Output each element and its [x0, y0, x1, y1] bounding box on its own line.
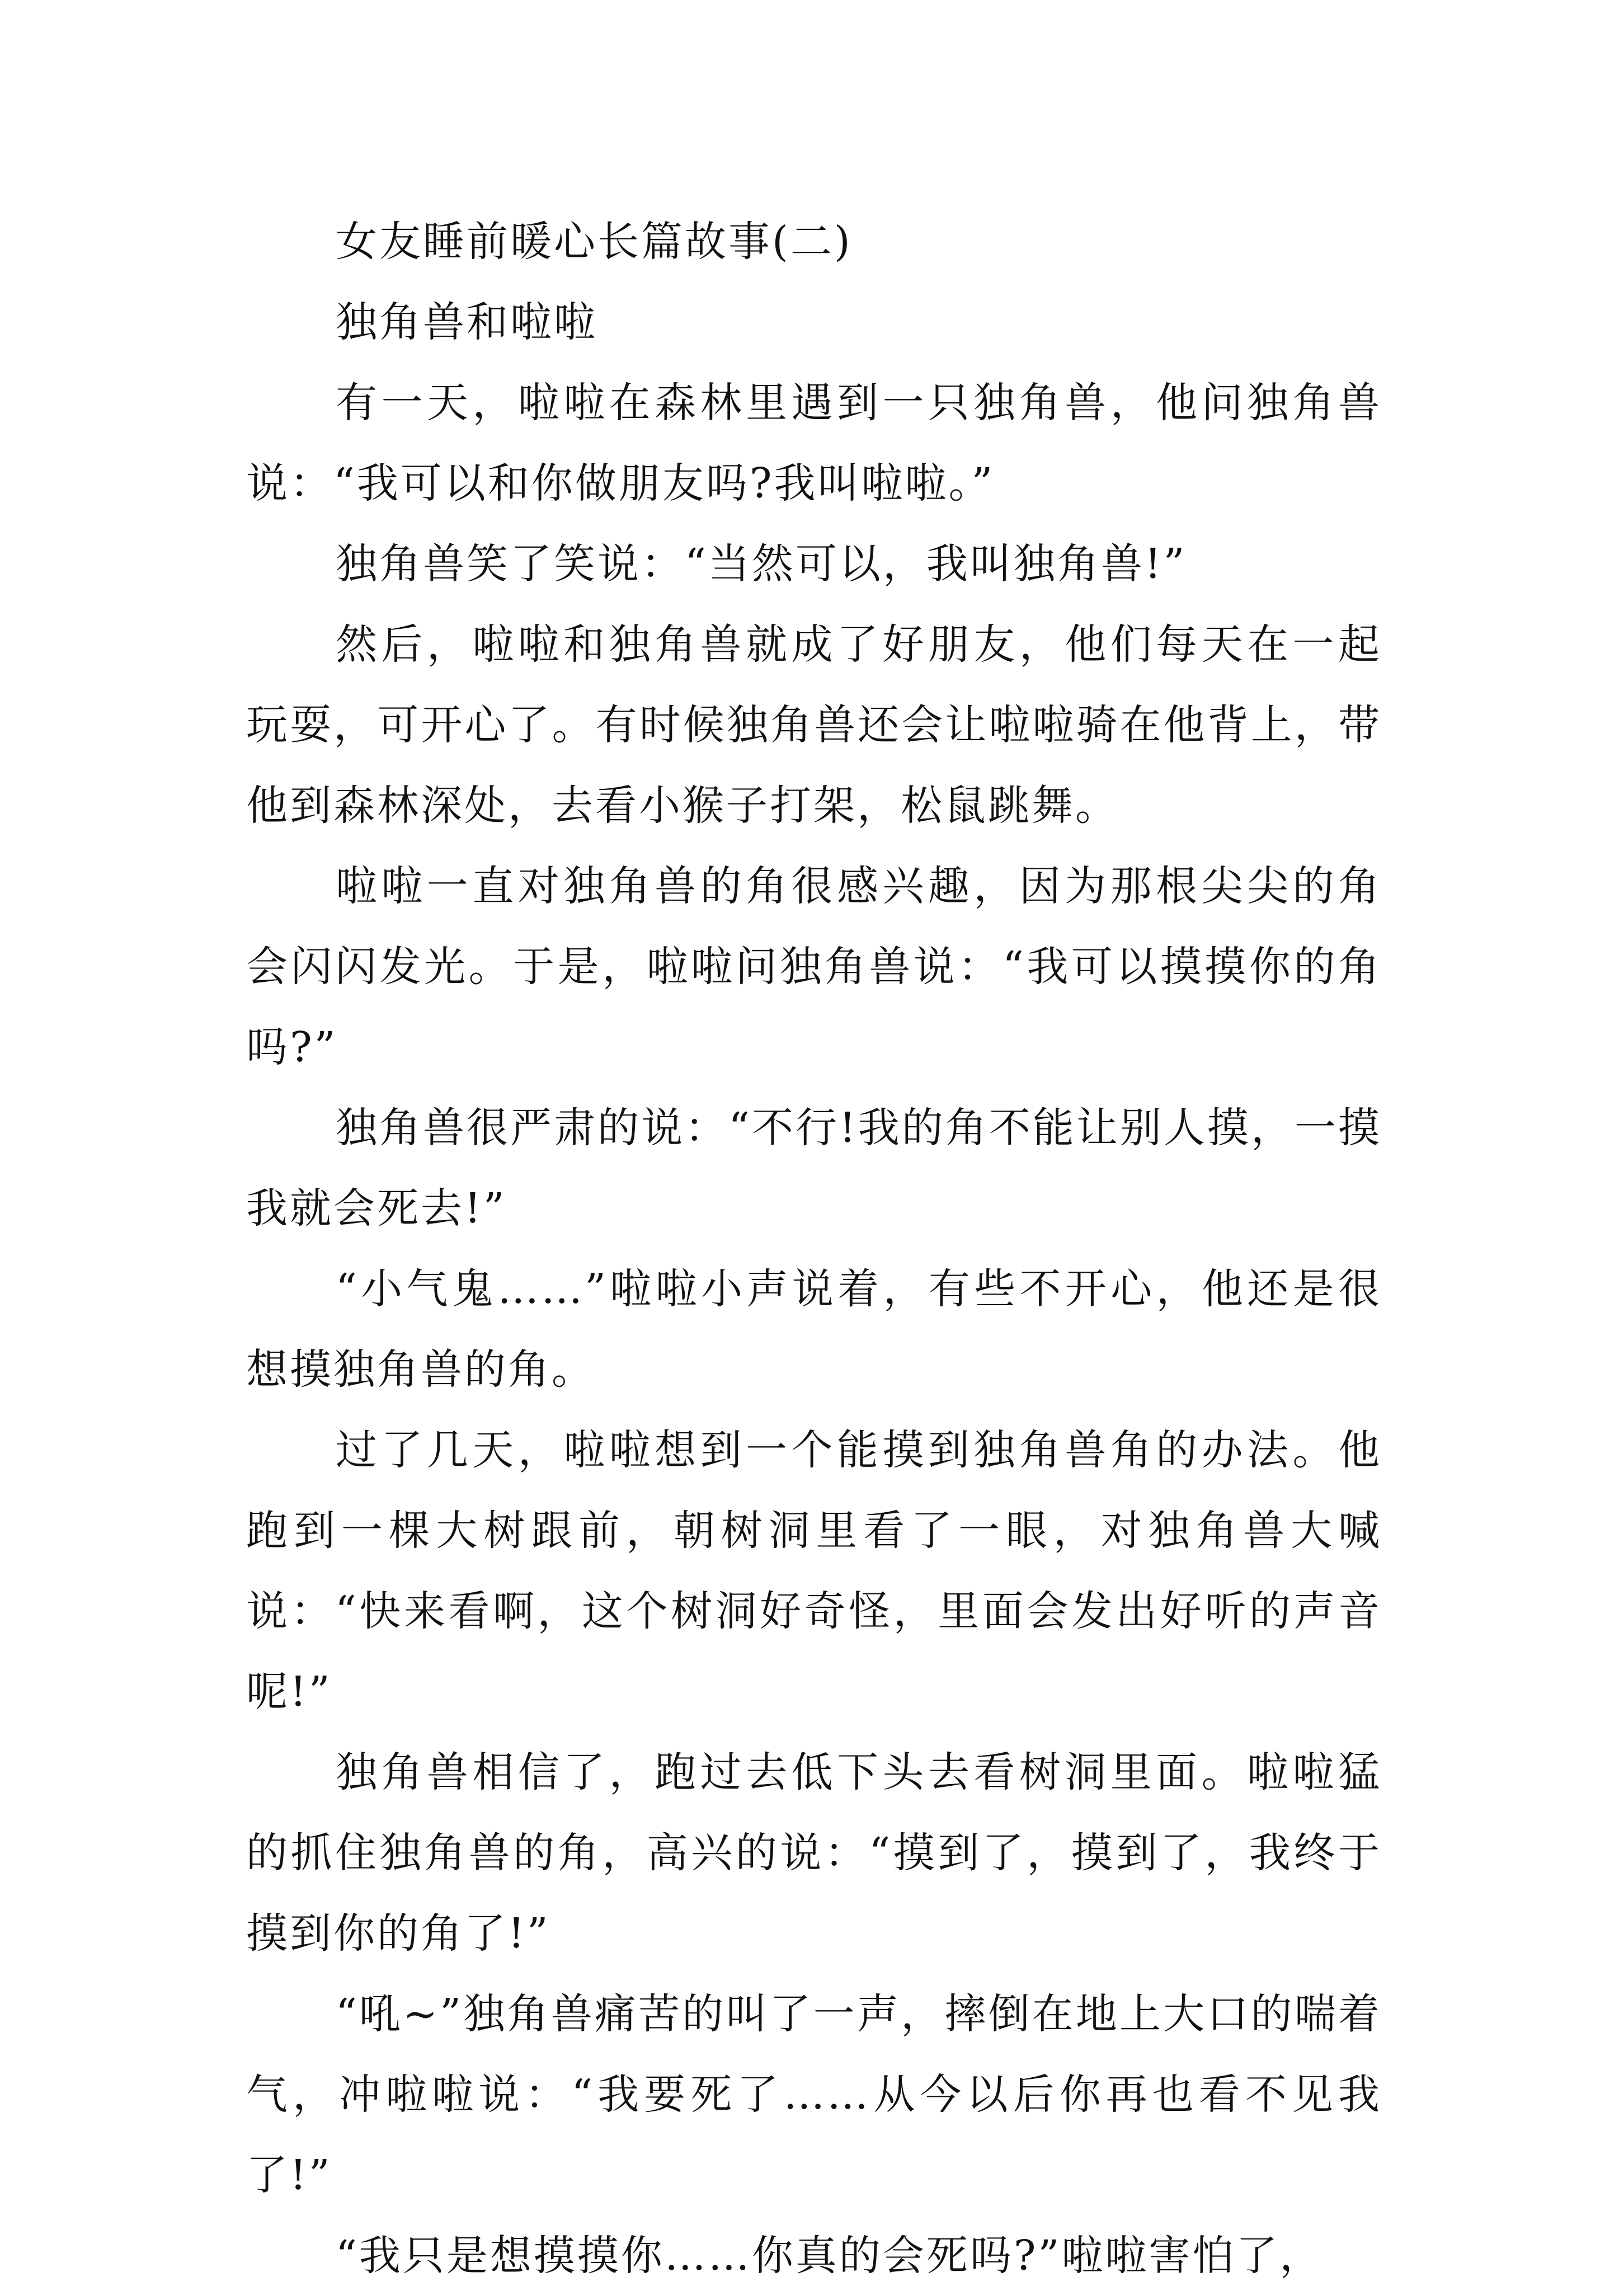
- document-title: 女友睡前暖心长篇故事(二): [336, 218, 853, 266]
- paragraph: “我只是想摸摸你……你真的会死吗?”啦啦害怕了，: [336, 2232, 1324, 2280]
- paragraph: 独角兽很严肃的说：“不行!我的角不能让别人摸，一摸我就会死去!”: [246, 1104, 1382, 1232]
- paragraph: “吼~”独角兽痛苦的叫了一声，摔倒在地上大口的喘着气，冲啦啦说：“我要死了……从今以后你再也看不见我了!”: [246, 1990, 1382, 2199]
- paragraph: “小气鬼……”啦啦小声说着，有些不开心，他还是很想摸独角兽的角。: [246, 1265, 1382, 1394]
- paragraph: 过了几天，啦啦想到一个能摸到独角兽角的办法。他跑到一棵大树跟前，朝树洞里看了一眼，对独角兽大喊说：“快来看啊，这个树洞好奇怪，里面会发出好听的声音呢!”: [246, 1426, 1382, 1716]
- paragraph: 啦啦一直对独角兽的角很感兴趣，因为那根尖尖的角会闪闪发光。于是，啦啦问独角兽说：“我可以摸摸你的角吗?”: [246, 862, 1382, 1071]
- paragraph: 独角兽笑了笑说：“当然可以，我叫独角兽!”: [336, 540, 1187, 588]
- paragraph: 然后，啦啦和独角兽就成了好朋友，他们每天在一起玩耍，可开心了。有时候独角兽还会让啦啦骑在他背上，带他到森林深处，去看小猴子打架，松鼠跳舞。: [246, 620, 1382, 830]
- paragraph: 独角兽相信了，跑过去低下头去看树洞里面。啦啦猛的抓住独角兽的角，高兴的说：“摸到了，摸到了，我终于摸到你的角了!”: [246, 1748, 1382, 1958]
- document-body: [246, 201, 1382, 2296]
- story-title: 独角兽和啦啦: [336, 298, 597, 346]
- paragraph: 有一天，啦啦在森林里遇到一只独角兽，他问独角兽说：“我可以和你做朋友吗?我叫啦啦。”: [246, 379, 1382, 507]
